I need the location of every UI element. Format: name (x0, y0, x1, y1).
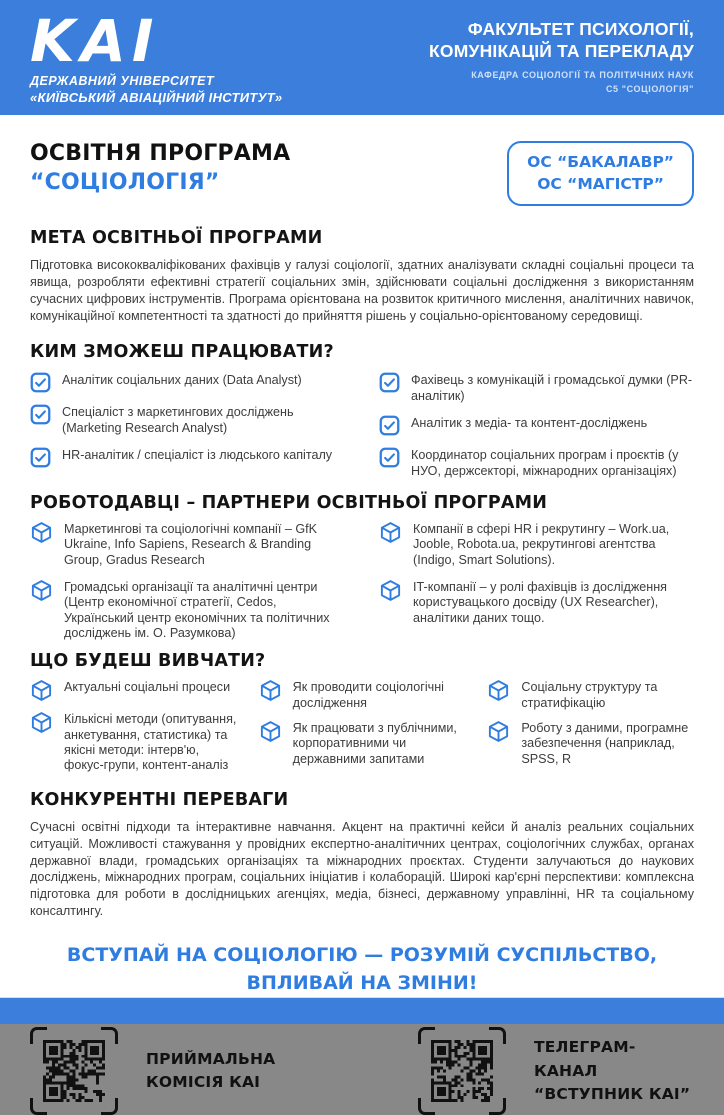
faculty-block (429, 19, 694, 97)
study-item-label: Роботу з даними, програмне забезпечення (наприклад, SPSS, R (521, 721, 689, 766)
logo-subtitle-2: «КИЇВСЬКИЙ АВІАЦІЙНИЙ ІНСТИТУТ» (30, 89, 283, 105)
study-item (487, 720, 694, 767)
cube-icon (30, 679, 53, 702)
cta-slogan (0, 942, 724, 997)
study-item-label: Актуальні соціальні процеси (64, 680, 231, 695)
study-item-label: Як працювати з публічними, корпоративними чи державними запитами (292, 721, 457, 766)
employer-item (379, 521, 694, 568)
faculty-name-line2: КОМУНІКАЦІЙ ТА ПЕРЕКЛАДУ (429, 40, 694, 61)
study-item (487, 679, 694, 711)
qr-code-admissions (30, 1027, 118, 1115)
page-title (30, 141, 290, 195)
job-item-label: Спеціаліст з маркетингових досліджень (Marketing Research Analyst) (62, 405, 294, 435)
cta-line1: ВСТУПАЙ НА СОЦІОЛОГІЮ — РОЗУМІЙ СУСПІЛЬСТВО, (66, 944, 658, 967)
study-item (259, 679, 466, 711)
checkbox-icon (30, 447, 51, 468)
program-title-line1: ОСВІТНЯ ПРОГРАМА (30, 141, 291, 166)
qr-label-admissions: ПРИЙМАЛЬНА КОМІСІЯ КАІ (146, 1049, 276, 1092)
job-item (30, 372, 345, 393)
degree-master: ОС “МАГІСТР” (537, 175, 664, 194)
study-item-label: Кількісні методи (опитування, анкетування, статистика) та якісні методи: інтерв'ю, фокус-групи, контент-аналіз (64, 712, 237, 773)
kai-logo-text: KAI (30, 7, 160, 76)
faculty-name-line1: ФАКУЛЬТЕТ ПСИХОЛОГІЇ, (467, 18, 694, 39)
department-line2: С5 "СОЦІОЛОГІЯ" (605, 83, 694, 94)
degree-badge (507, 141, 694, 206)
department-line1: КАФЕДРА СОЦІОЛОГІЇ ТА ПОЛІТИЧНИХ НАУК (471, 70, 694, 81)
employer-item (30, 579, 345, 641)
cube-icon (487, 679, 510, 702)
job-item (379, 372, 694, 404)
employer-item-label: Громадські організації та аналітичні центри (Центр економічної стратегії, Cedos, Український центр економічних та політичних досліджень ім. О. Разумкова) (64, 579, 330, 641)
employer-item-label: Маркетингові та соціологічні компанії – GfK Ukraine, Info Sapiens, Research & Branding Group, Gradus Research (64, 521, 318, 567)
study-item-label: Як проводити соціологічні дослідження (292, 680, 444, 710)
logo-subtitle-1: ДЕРЖАВНИЙ УНІВЕРСИТЕТ (30, 73, 215, 88)
cube-icon (30, 711, 53, 734)
checkbox-icon (30, 404, 51, 425)
employer-item (379, 579, 694, 626)
job-item-label: Координатор соціальних програм і проєктів (у НУО, держсекторі, міжнародних організаціях) (411, 448, 679, 478)
cta-line2: ВПЛИВАЙ НА ЗМІНИ! (246, 971, 478, 994)
checkbox-icon (379, 415, 400, 436)
cube-icon (30, 521, 53, 544)
job-item (30, 404, 345, 436)
cube-icon (259, 679, 282, 702)
cube-icon (379, 579, 402, 602)
advantages-paragraph: Сучасні освітні підходи та інтерактивне навчання. Акцент на практичні кейси й аналіз реальних соціальних ситуацій. Можливості стажування у провідних експертно-аналітичних центрах, соціологічних службах, органах державної влади, громадських організаціях та міжнародних проєктах. Студенти залучаються до наукових досліджень, міжнародних програм, соціальних ініціатив і колаборацій. Широкі кар'єрні перспективи: комплексна підготовка для роботи в дослідницьких агенціях, медіа, бізнесі, державному управлінні, HR та соціальному консалтингу. (30, 819, 694, 919)
study-heading: ЩО БУДЕШ ВИВЧАТИ? (30, 651, 266, 672)
advantages-heading: КОНКУРЕНТНІ ПЕРЕВАГИ (30, 789, 289, 810)
employer-item-label: Компанії в сфері HR і рекрутингу – Work.ua, Jooble, Robota.ua, рекрутингові агентства (Indigo, Smart Solutions). (413, 521, 670, 567)
cube-icon (30, 579, 53, 602)
job-item-label: Аналітик з медіа- та контент-досліджень (411, 416, 648, 431)
cube-icon (379, 521, 402, 544)
university-logo (30, 7, 283, 105)
study-item (30, 711, 237, 773)
employers-heading: РОБОТОДАВЦІ – ПАРТНЕРИ ОСВІТНЬОЇ ПРОГРАМИ (30, 492, 548, 513)
checkbox-icon (30, 372, 51, 393)
jobs-heading: КИМ ЗМОЖЕШ ПРАЦЮВАТИ? (30, 342, 334, 363)
goal-paragraph: Підготовка висококваліфікованих фахівців у галузі соціології, здатних аналізувати складні соціальні процеси та явища, розробляти ефективні стратегії соціальних змін, здійснювати соціальні дослідження з використанням сучасних цифрових інструментів. Програма орієнтована на розвиток критичного мислення, аналітичних навичок, комунікаційної компетентності та здатності до прийняття рішень у соціально-орієнтованому середовищі. (30, 257, 694, 323)
job-item (379, 415, 694, 436)
degree-bachelor: ОС “БАКАЛАВР” (527, 153, 674, 171)
job-item (30, 447, 345, 468)
job-item-label: HR-аналітик / спеціаліст із людського капіталу (62, 448, 333, 463)
job-item (379, 447, 694, 479)
study-item (259, 720, 466, 767)
job-item-label: Аналітик соціальних даних (Data Analyst) (62, 373, 302, 388)
program-title-line2: “СОЦІОЛОГІЯ” (30, 170, 220, 195)
study-item (30, 679, 237, 702)
footer-bar (0, 997, 724, 1024)
job-item-label: Фахівець з комунікацій і громадської думки (PR-аналітик) (411, 373, 693, 403)
cube-icon (487, 720, 510, 743)
checkbox-icon (379, 372, 400, 393)
study-item-label: Соціальну структуру та стратифікацію (521, 680, 658, 710)
cube-icon (259, 720, 282, 743)
qr-code-telegram (418, 1027, 506, 1115)
employer-item-label: IT-компанії – у ролі фахівців із дослідження користувацького досвіду (UX Researcher), аналітики даних тощо. (413, 579, 667, 625)
employer-item (30, 521, 345, 568)
qr-label-telegram: ТЕЛЕГРАМ-КАНАЛ “ВСТУПНИК КАІ” (533, 1038, 691, 1103)
checkbox-icon (379, 447, 400, 468)
goal-heading: МЕТА ОСВІТНЬОЇ ПРОГРАМИ (30, 227, 323, 248)
header-banner (0, 0, 724, 115)
